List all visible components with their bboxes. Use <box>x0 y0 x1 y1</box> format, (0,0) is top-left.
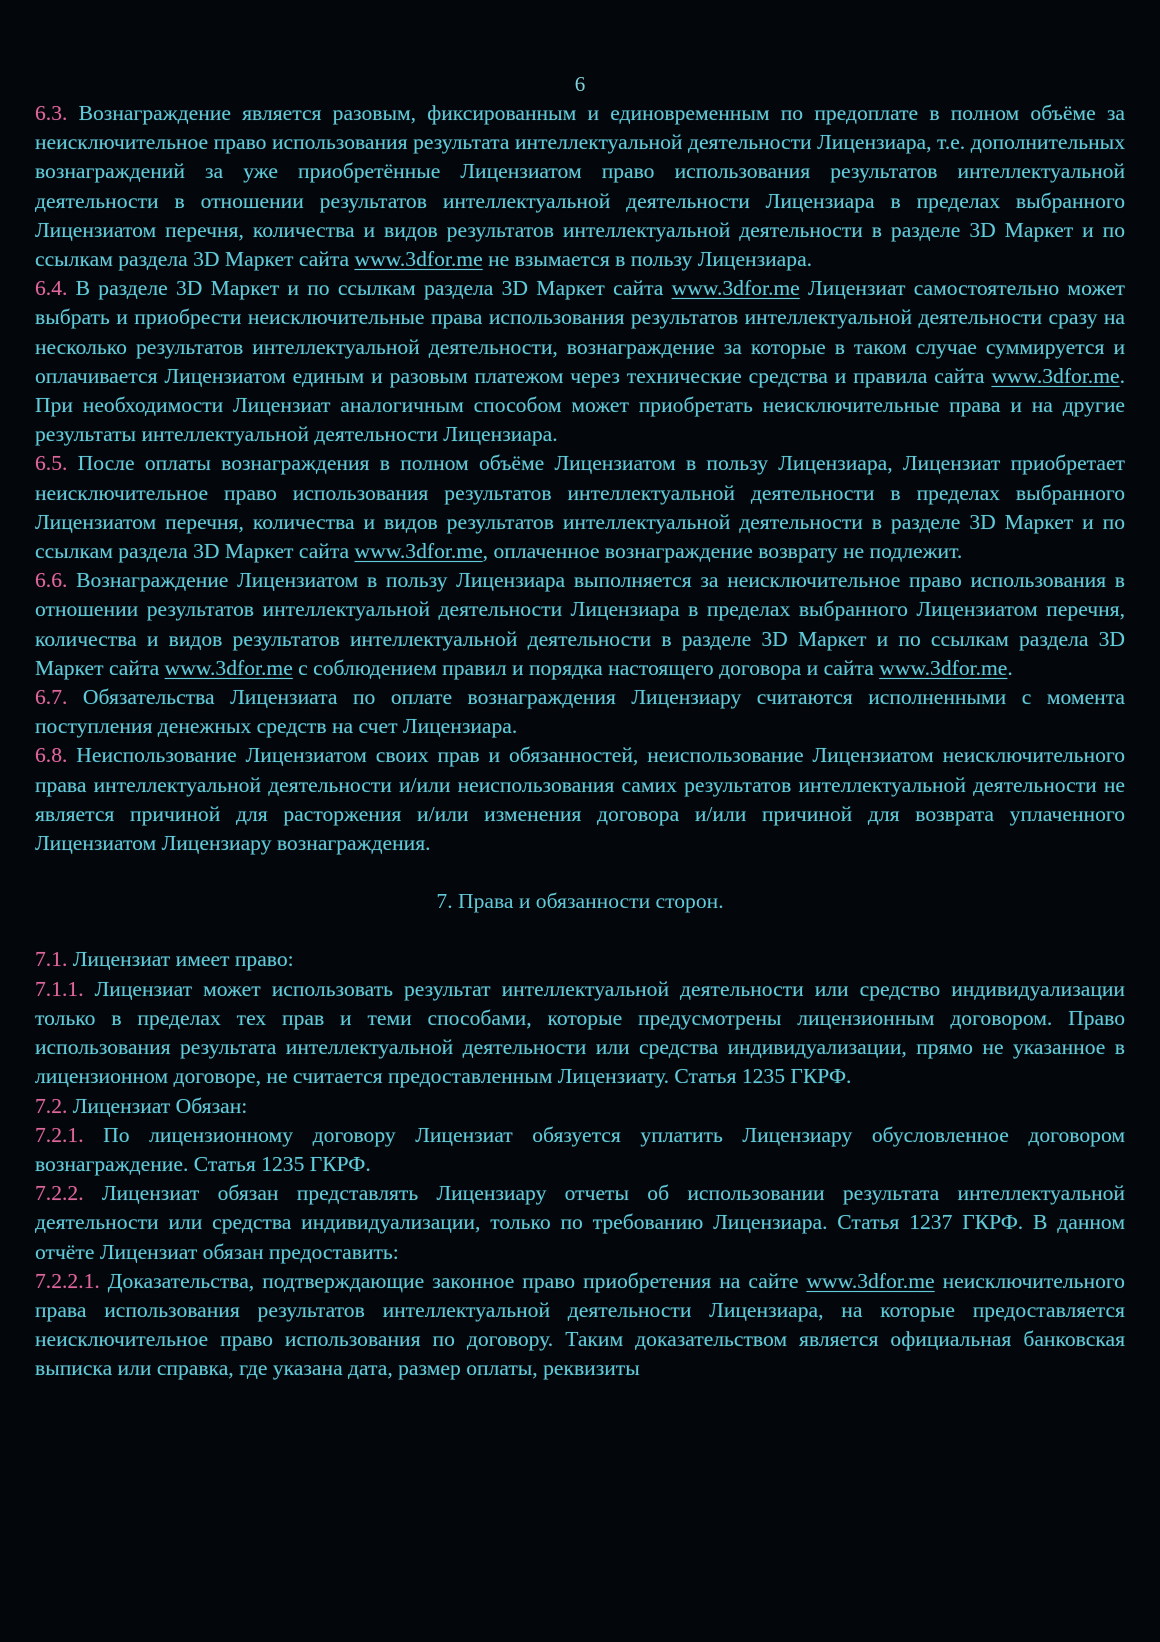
clause-number: 6.4. <box>35 276 68 301</box>
clause-7-2 <box>35 1092 1125 1121</box>
site-link[interactable]: www.3dfor.me <box>354 247 483 272</box>
site-link[interactable]: www.3dfor.me <box>806 1268 935 1293</box>
clause-7-2-2 <box>35 1179 1125 1267</box>
clause-text: не взымается в пользу Лицензиара. <box>482 247 813 272</box>
clause-text: Лицензиат Обязан: <box>67 1093 248 1118</box>
page-number: 6 <box>574 72 586 96</box>
clause-text: Лицензиат имеет право: <box>67 947 294 972</box>
clause-text: В разделе 3D Маркет и по ссылкам раздела 3D Маркет сайта <box>67 276 672 301</box>
site-link[interactable]: www.3dfor.me <box>991 363 1120 388</box>
clause-7-1-1 <box>35 975 1125 1092</box>
site-link[interactable]: www.3dfor.me <box>164 655 293 680</box>
clause-6-3 <box>35 99 1125 274</box>
clause-text: с соблюдением правил и порядка настоящего договора и сайта <box>292 655 880 680</box>
site-link[interactable]: www.3dfor.me <box>879 655 1008 680</box>
clause-text: Обязательства Лицензиата по оплате вознаграждения Лицензиару считаются исполненными с момента поступления денежных средств на счет Лицензиара. <box>35 685 1125 739</box>
clause-text: Доказательства, подтверждающие законное право приобретения на сайте <box>99 1268 807 1293</box>
clause-text: Неиспользование Лицензиатом своих прав и обязанностей, неиспользование Лицензиатом неисключительного права интеллектуальной деятельности и/или неиспользования самих результатов интеллектуальной деятельности не является причиной для расторжения и/или изменения договора и/или причиной для возврата уплаченного Лицензиатом Лицензиару вознаграждения. <box>35 743 1125 856</box>
clause-text: Вознаграждение является разовым, фиксированным и единовременным по предоплате в полном объёме за неисключительное право использования результата интеллектуальной деятельности Лицензиара, т.е. дополнительных вознаграждений за уже приобретённые Лицензиатом право использования результатов интеллектуальной деятельности в отношении результатов интеллектуальной деятельности Лицензиара в пределах выбранного Лицензиатом перечня, количества и видов результатов интеллектуальной деятельности в разделе 3D Маркет и по ссылкам раздела 3D Маркет сайта <box>35 101 1125 272</box>
clause-number: 6.8. <box>35 743 68 768</box>
site-link[interactable]: www.3dfor.me <box>354 539 483 564</box>
clause-number: 6.7. <box>35 685 68 710</box>
clause-text: Лицензиат самостоятельно может выбрать и приобрести неисключительные права использования результатов интеллектуальной деятельности сразу на несколько результатов интеллектуальной деятельности, вознаграждение за которые в таком случае суммируется и оплачивается Лицензиатом единым и разовым платежом через технические средства и правила сайта <box>35 276 1125 388</box>
clause-number: 6.3. <box>35 101 68 125</box>
clause-6-5 <box>35 449 1125 566</box>
clause-text: . При необходимости Лицензиат аналогичным способом может приобретать неисключительные права и на другие результаты интеллектуальной деятельности Лицензиара. <box>35 363 1125 447</box>
clause-text: Лицензиат может использовать результат интеллектуальной деятельности или средство индивидуализации только в пределах тех прав и теми способами, которые предусмотрены лицензионным договором. Право использования результата интеллектуальной деятельности или средства индивидуализации, прямо не указанное в лицензионном договоре, не считается предоставленным Лицензиату. Статья 1235 ГКРФ. <box>35 976 1125 1089</box>
clause-7-1 <box>35 945 1125 974</box>
clause-number: 7.2.1. <box>35 1122 84 1147</box>
clause-text: неисключительного права использования результатов интеллектуальной деятельности Лицензиара, на которые предоставляется неисключительное право использования по договору. Таким доказательством является официальная банковская выписка или справка, где указана дата, размер оплаты, реквизиты <box>35 1268 1125 1381</box>
clause-6-4 <box>35 274 1125 449</box>
clause-number: 7.1.1. <box>35 976 84 1001</box>
clause-7-2-2-1 <box>35 1267 1125 1384</box>
clause-7-2-1 <box>35 1121 1125 1179</box>
document-page <box>35 70 1125 1384</box>
clause-number: 7.2. <box>35 1093 68 1118</box>
clause-6-8 <box>35 741 1125 858</box>
clause-6-7 <box>35 683 1125 741</box>
clause-text: . <box>1007 655 1013 680</box>
clause-number: 7.1. <box>35 947 68 972</box>
clause-text: Лицензиат обязан представлять Лицензиару отчеты об использовании результата интеллектуальной деятельности или средства индивидуализации, только по требованию Лицензиара. Статья 1237 ГКРФ. В данном отчёте Лицензиат обязан предоставить: <box>35 1181 1125 1264</box>
clause-6-6 <box>35 566 1125 683</box>
clause-number: 6.6. <box>35 568 68 593</box>
clause-text: Вознаграждение Лицензиатом в пользу Лицензиара выполняется за неисключительное право использования в отношении результатов интеллектуальной деятельности Лицензиара в пределах выбранного Лицензиатом перечня, количества и видов результатов интеллектуальной деятельности в разделе 3D Маркет и по ссылкам раздела 3D Маркет сайта <box>35 568 1125 680</box>
clause-number: 7.2.2. <box>35 1181 84 1206</box>
site-link[interactable]: www.3dfor.me <box>671 276 800 301</box>
clause-text: , оплаченное вознаграждение возврату не подлежит. <box>482 539 963 564</box>
clause-number: 6.5. <box>35 451 68 476</box>
clause-number: 7.2.2.1. <box>35 1268 100 1293</box>
section-heading: 7. Права и обязанности сторон. <box>436 889 724 914</box>
clause-text: После оплаты вознаграждения в полном объёме Лицензиатом в пользу Лицензиара, Лицензиат приобретает неисключительное право использования результатов интеллектуальной деятельности в пределах выбранного Лицензиатом перечня, количества и видов результатов интеллектуальной деятельности в разделе 3D Маркет и по ссылкам раздела 3D Маркет сайта <box>35 451 1125 564</box>
clause-text: По лицензионному договору Лицензиат обязуется уплатить Лицензиару обусловленное договором вознаграждение. Статья 1235 ГКРФ. <box>35 1122 1125 1176</box>
